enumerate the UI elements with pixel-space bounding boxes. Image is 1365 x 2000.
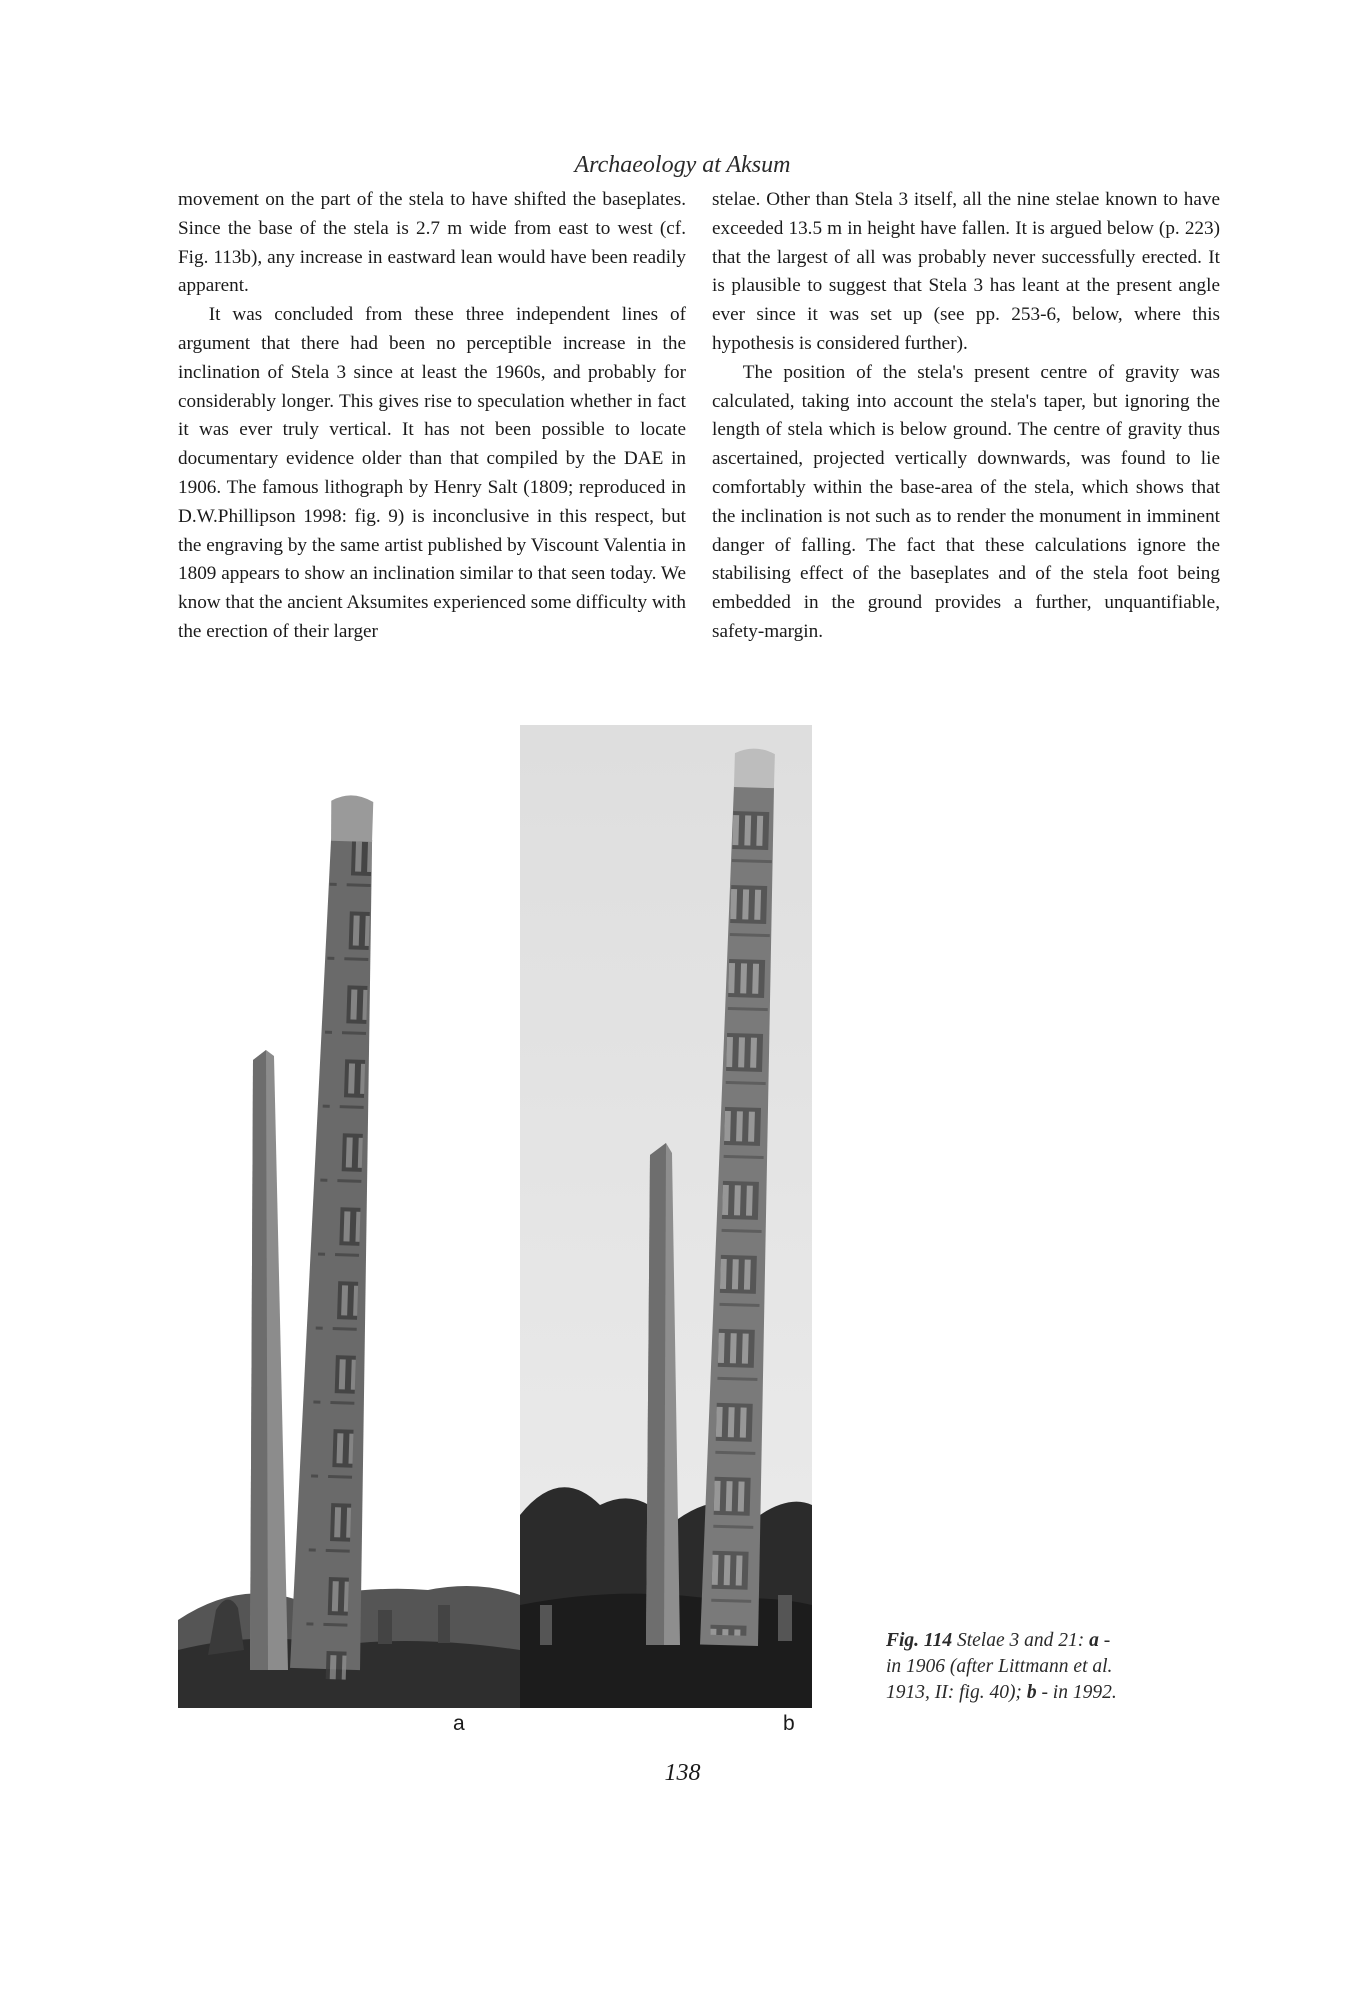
- figure-photo-b: [520, 725, 812, 1708]
- page-number: 138: [664, 1760, 701, 1786]
- figure-photo-a: [178, 750, 520, 1708]
- body-column-right: [712, 186, 1220, 647]
- caption-text: Stelae 3 and 21:: [956, 1630, 1090, 1651]
- figure-panel-label-b: b: [783, 1712, 795, 1735]
- caption-text: - in 1906 (after Littmann et al. 1913, II: fig. 40);: [886, 1630, 1113, 1703]
- caption-marker-a: a: [1089, 1630, 1099, 1651]
- body-paragraph: movement on the part of the stela to have shifted the baseplates. Since the base of the stela is 2.7 m wide from east to west (cf. Fig. 113b), any increase in eastward lean would have been readily apparent.: [178, 189, 686, 297]
- photo-a-illustration: [178, 750, 520, 1708]
- photo-b-illustration: [520, 725, 812, 1708]
- caption-text: - in 1992.: [1036, 1682, 1117, 1703]
- figure-caption: [886, 1628, 1126, 1706]
- running-title: Archaeology at Aksum: [574, 152, 791, 178]
- caption-fig-label: Fig. 114: [886, 1630, 953, 1651]
- body-column-left: [178, 186, 686, 647]
- figure-panel-label-a: a: [453, 1712, 465, 1735]
- body-paragraph: It was concluded from these three independent lines of argument that there had been no perceptible increase in the inclination of Stela 3 since at least the 1960s, and probably for considerably longer. This gives rise to speculation whether in fact it was ever truly vertical. It has not been possible to locate documentary evidence older than that compiled by the DAE in 1906. The famous lithograph by Henry Salt (1809; reproduced in D.W.Phillipson 1998: fig. 9) is inconclusive in this respect, but the engraving by the same artist published by Viscount Valentia in 1809 appears to show an inclination similar to that seen today. We know that the ancient Aksumites experienced some difficulty with the erection of their larger: [178, 304, 686, 642]
- body-paragraph: The position of the stela's present centre of gravity was calculated, taking into account the stela's taper, but ignoring the length of stela which is below ground. The centre of gravity thus ascertained, projected vertically downwards, was found to lie comfortably within the base-area of the stela, which shows that the inclination is not such as to render the monument in imminent danger of falling. The fact that these calculations ignore the stabilising effect of the baseplates and of the stela foot being embedded in the ground provides a further, unquantifiable, safety-margin.: [712, 361, 1220, 642]
- caption-marker-b: b: [1026, 1682, 1037, 1703]
- body-paragraph: stelae. Other than Stela 3 itself, all the nine stelae known to have exceeded 13.5 m in height have fallen. It is argued below (p. 223) that the largest of all was probably never successfully erected. It is plausible to suggest that Stela 3 has leant at the present angle ever since it was set up (see pp. 253-6, below, where this hypothesis is considered further).: [712, 189, 1220, 354]
